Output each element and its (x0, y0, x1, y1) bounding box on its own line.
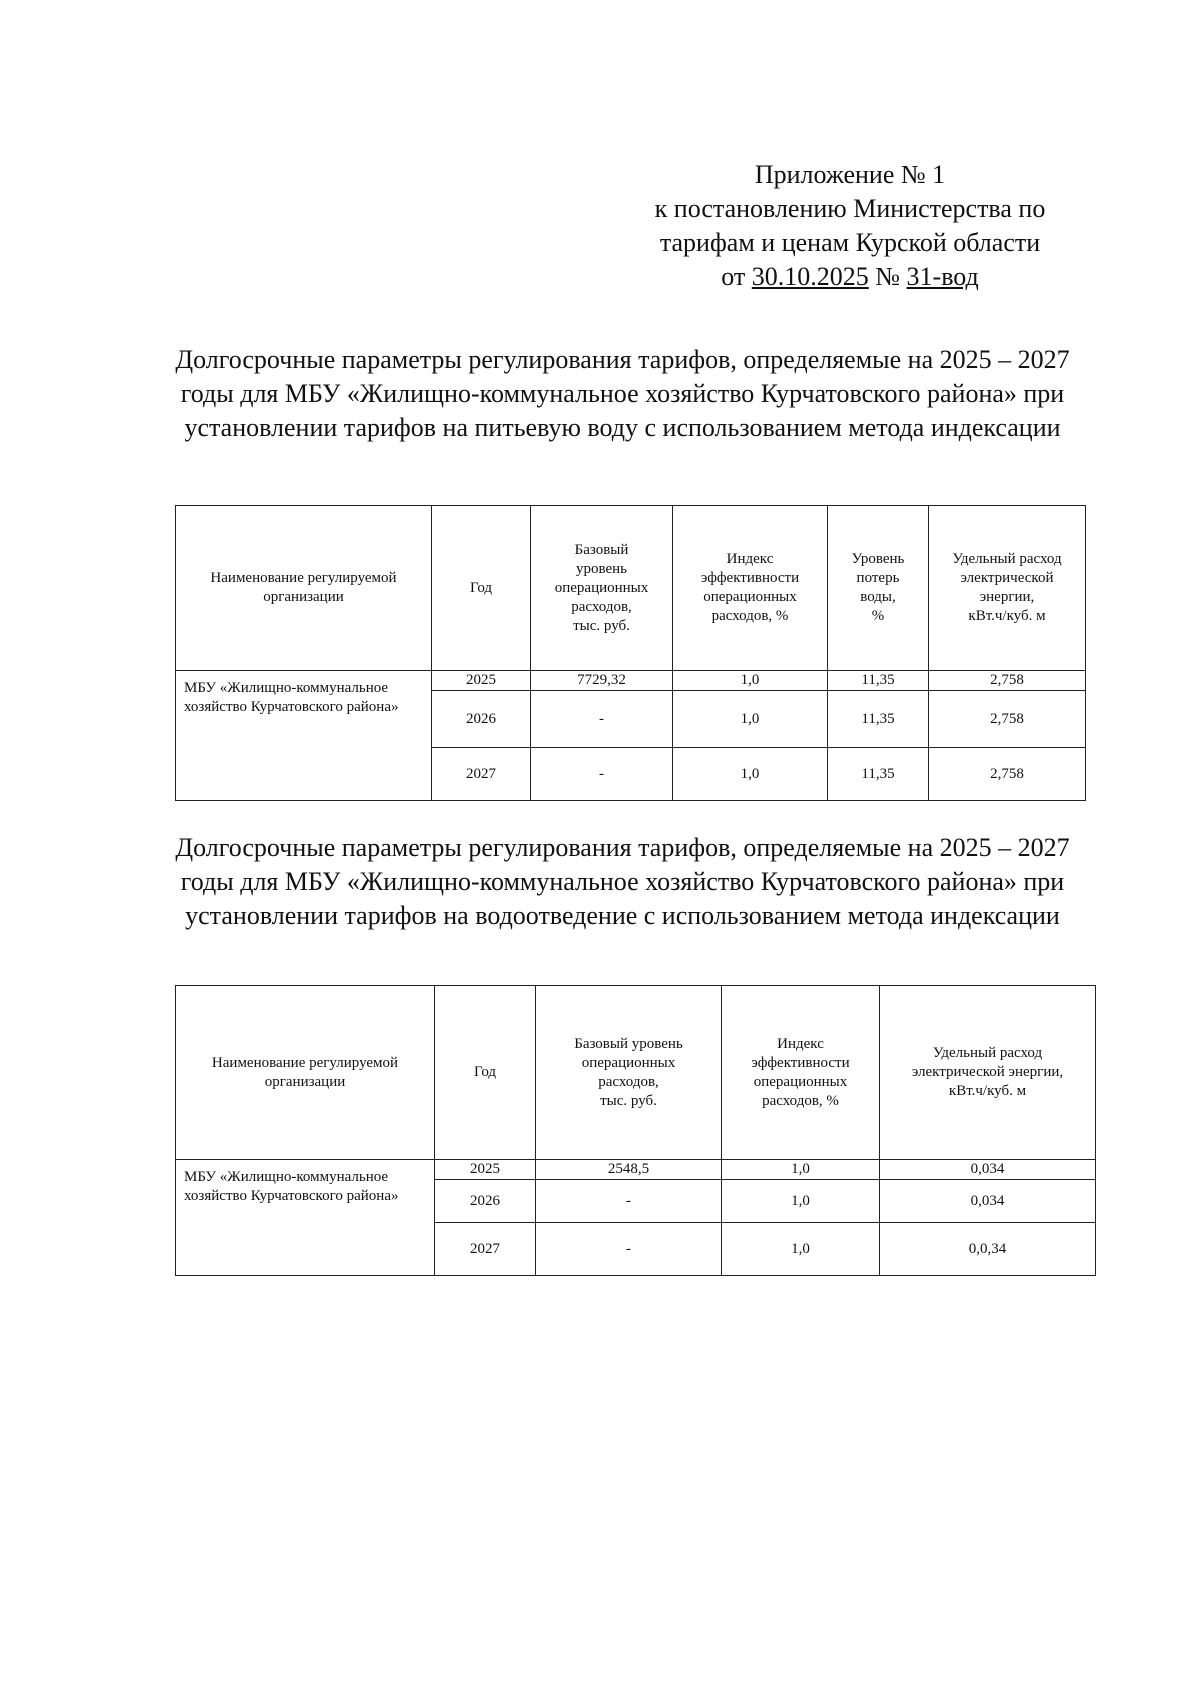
section-title-wastewater: Долгосрочные параметры регулирования тарифов, определяемые на 2025 – 2027 годы для МБУ «Жилищно-коммунальное хозяйство Курчатовского района» при установлении тарифов на водоотведение с использованием метода индексации (175, 833, 1070, 930)
cell-year: 2025 (432, 671, 531, 691)
appendix-header (620, 158, 1080, 294)
cell-base-opex: - (531, 748, 673, 801)
header-water-loss: Уровень потерь воды, % (828, 506, 929, 671)
appendix-date-line (620, 260, 1080, 294)
cell-efficiency-index: 1,0 (722, 1223, 880, 1276)
table-header-row (176, 506, 1086, 671)
cell-energy: 0,0,34 (880, 1223, 1096, 1276)
cell-energy: 2,758 (929, 671, 1086, 691)
header-year: Год (435, 986, 536, 1160)
cell-base-opex: 7729,32 (531, 671, 673, 691)
cell-water-loss: 11,35 (828, 748, 929, 801)
cell-year: 2026 (432, 691, 531, 748)
appendix-title: Приложение № 1 (754, 160, 946, 189)
cell-energy: 0,034 (880, 1180, 1096, 1223)
wastewater-parameters-table (175, 985, 1096, 1276)
cell-efficiency-index: 1,0 (673, 691, 828, 748)
cell-base-opex: - (536, 1180, 722, 1223)
table-row (176, 1160, 1096, 1180)
header-efficiency-index: Индекс эффективности операционных расходов, % (722, 986, 880, 1160)
decree-date: 30.10.2025 (751, 262, 869, 291)
header-energy-consumption: Удельный расход электрической энергии, кВт.ч/куб. м (880, 986, 1096, 1160)
header-year: Год (432, 506, 531, 671)
cell-year: 2027 (435, 1223, 536, 1276)
number-sign: № (868, 262, 907, 291)
cell-efficiency-index: 1,0 (673, 671, 828, 691)
cell-base-opex: - (531, 691, 673, 748)
organization-name: МБУ «Жилищно-коммунальное хозяйство Курчатовского района» (176, 1160, 435, 1276)
appendix-ref-line: к постановлению Министерства по (654, 194, 1046, 223)
header-organization: Наименование регулируемой организации (176, 986, 435, 1160)
cell-energy: 2,758 (929, 748, 1086, 801)
table-row (176, 671, 1086, 691)
appendix-ref-line: тарифам и ценам Курской области (659, 228, 1041, 257)
cell-base-opex: 2548,5 (536, 1160, 722, 1180)
cell-energy: 2,758 (929, 691, 1086, 748)
organization-name: МБУ «Жилищно-коммунальное хозяйство Курчатовского района» (176, 671, 432, 801)
cell-year: 2025 (435, 1160, 536, 1180)
header-base-opex: Базовый уровень операционных расходов, тыс. руб. (536, 986, 722, 1160)
header-organization: Наименование регулируемой организации (176, 506, 432, 671)
cell-base-opex: - (536, 1223, 722, 1276)
header-energy-consumption: Удельный расход электрической энергии, кВт.ч/куб. м (929, 506, 1086, 671)
water-parameters-table (175, 505, 1086, 801)
cell-efficiency-index: 1,0 (673, 748, 828, 801)
header-base-opex: Базовый уровень операционных расходов, тыс. руб. (531, 506, 673, 671)
cell-efficiency-index: 1,0 (722, 1160, 880, 1180)
cell-year: 2026 (435, 1180, 536, 1223)
decree-number: 31-вод (906, 262, 979, 291)
cell-efficiency-index: 1,0 (722, 1180, 880, 1223)
header-efficiency-index: Индекс эффективности операционных расходов, % (673, 506, 828, 671)
cell-water-loss: 11,35 (828, 671, 929, 691)
date-prefix: от (721, 262, 752, 291)
cell-energy: 0,034 (880, 1160, 1096, 1180)
cell-year: 2027 (432, 748, 531, 801)
cell-water-loss: 11,35 (828, 691, 929, 748)
section-title-water: Долгосрочные параметры регулирования тарифов, определяемые на 2025 – 2027 годы для МБУ «Жилищно-коммунальное хозяйство Курчатовского района» при установлении тарифов на питьевую воду с использованием метода индексации (175, 345, 1070, 442)
table-header-row (176, 986, 1096, 1160)
